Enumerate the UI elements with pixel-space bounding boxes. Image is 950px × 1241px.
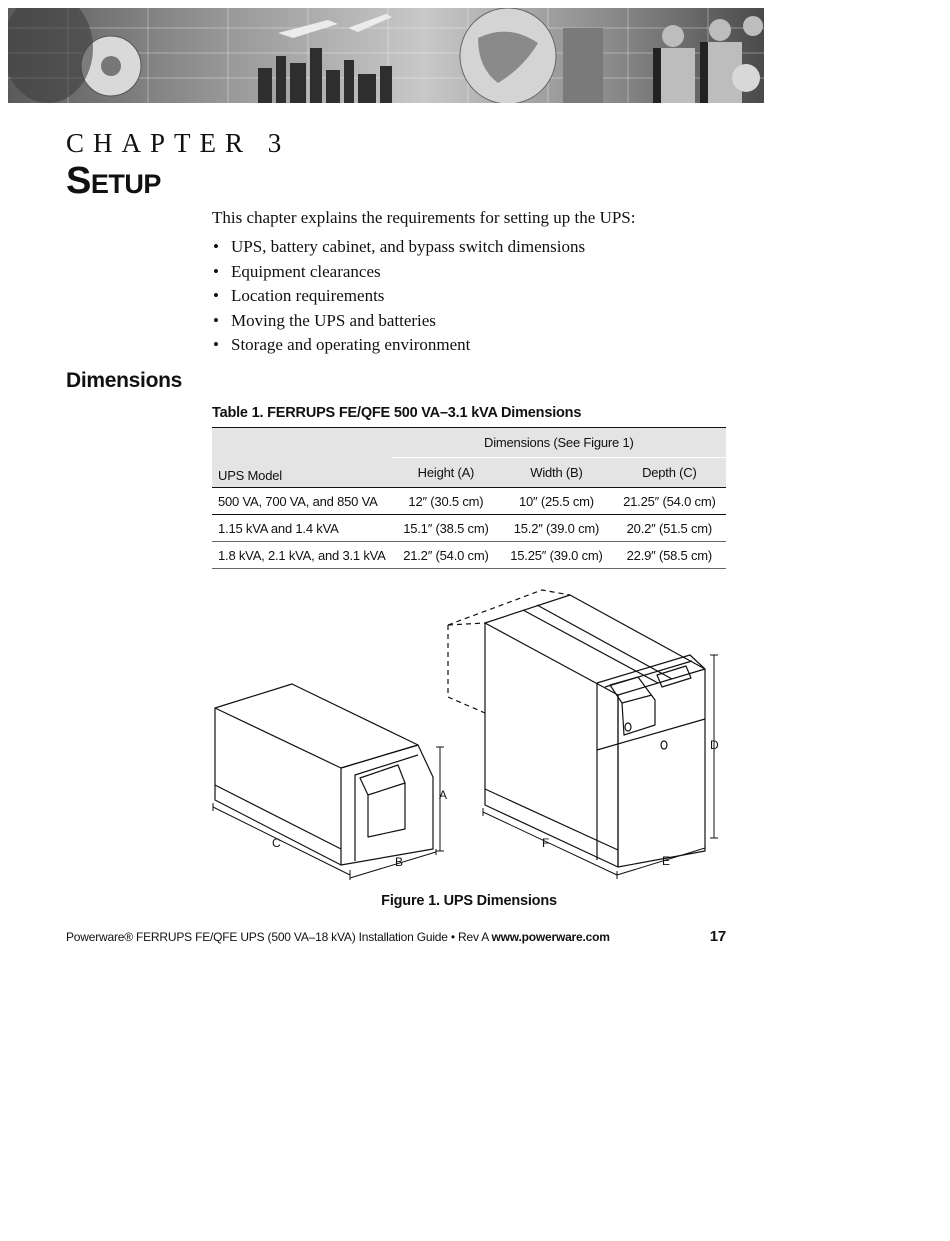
column-header-width: Width (B) — [500, 458, 613, 488]
cell-depth: 20.2″ (51.5 cm) — [613, 515, 726, 542]
table-header-row — [212, 428, 726, 458]
cell-height: 21.2″ (54.0 cm) — [392, 542, 501, 569]
collage-banner-image — [8, 8, 764, 103]
list-item: • UPS, battery cabinet, and bypass switch dimensions — [212, 235, 585, 260]
ups-dimensions-drawing — [200, 585, 740, 885]
section-heading-dimensions: Dimensions — [66, 369, 183, 392]
footer-document-title: Powerware® FERRUPS FE/QFE UPS (500 VA–18 kVA) Installation Guide • Rev A — [66, 930, 492, 944]
ups-dimensions-figure — [200, 585, 740, 885]
cell-model: 1.8 kVA, 2.1 kVA, and 3.1 kVA — [212, 542, 392, 569]
footer-url: www.powerware.com — [491, 930, 610, 944]
cell-height: 12″ (30.5 cm) — [392, 488, 501, 515]
label-c: C — [272, 836, 281, 850]
dimension-lines — [213, 655, 718, 880]
requirements-list — [212, 235, 585, 358]
dimensions-table — [212, 427, 726, 569]
small-ups-unit — [215, 684, 433, 865]
cell-depth: 22.9″ (58.5 cm) — [613, 542, 726, 569]
cell-width: 10″ (25.5 cm) — [500, 488, 613, 515]
cell-width: 15.25″ (39.0 cm) — [500, 542, 613, 569]
title-rest: ETUP — [90, 169, 161, 199]
label-f: F — [542, 836, 550, 850]
label-d: D — [710, 738, 719, 752]
title-initial: S — [66, 160, 91, 202]
page-title — [66, 160, 161, 203]
cell-model: 500 VA, 700 VA, and 850 VA — [212, 488, 392, 515]
page-number: 17 — [709, 928, 726, 945]
column-header-depth: Depth (C) — [613, 458, 726, 488]
column-header-model: UPS Model — [212, 428, 392, 488]
list-item: • Location requirements — [212, 284, 585, 309]
chapter-label: CHAPTER 3 — [66, 128, 291, 158]
label-a: A — [439, 788, 448, 802]
large-ups-unit — [485, 595, 705, 867]
footer-text — [66, 930, 610, 944]
column-group-header: Dimensions (See Figure 1) — [392, 428, 726, 458]
list-item: • Storage and operating environment — [212, 333, 585, 358]
cell-height: 15.1″ (38.5 cm) — [392, 515, 501, 542]
table-row — [212, 488, 726, 515]
table-title: Table 1. FERRUPS FE/QFE 500 VA–3.1 kVA Dimensions — [212, 405, 582, 421]
column-header-height: Height (A) — [392, 458, 501, 488]
clearance-outline — [448, 590, 570, 713]
intro-paragraph: This chapter explains the requirements for setting up the UPS: — [212, 208, 636, 227]
table-row — [212, 542, 726, 569]
label-b: B — [395, 855, 404, 869]
label-e: E — [662, 854, 671, 868]
header-banner-image — [8, 8, 764, 103]
table-row — [212, 515, 726, 542]
figure-caption: Figure 1. UPS Dimensions — [381, 893, 557, 909]
cell-model: 1.15 kVA and 1.4 kVA — [212, 515, 392, 542]
cell-width: 15.2″ (39.0 cm) — [500, 515, 613, 542]
cell-depth: 21.25″ (54.0 cm) — [613, 488, 726, 515]
list-item: • Moving the UPS and batteries — [212, 309, 585, 334]
list-item: • Equipment clearances — [212, 260, 585, 285]
